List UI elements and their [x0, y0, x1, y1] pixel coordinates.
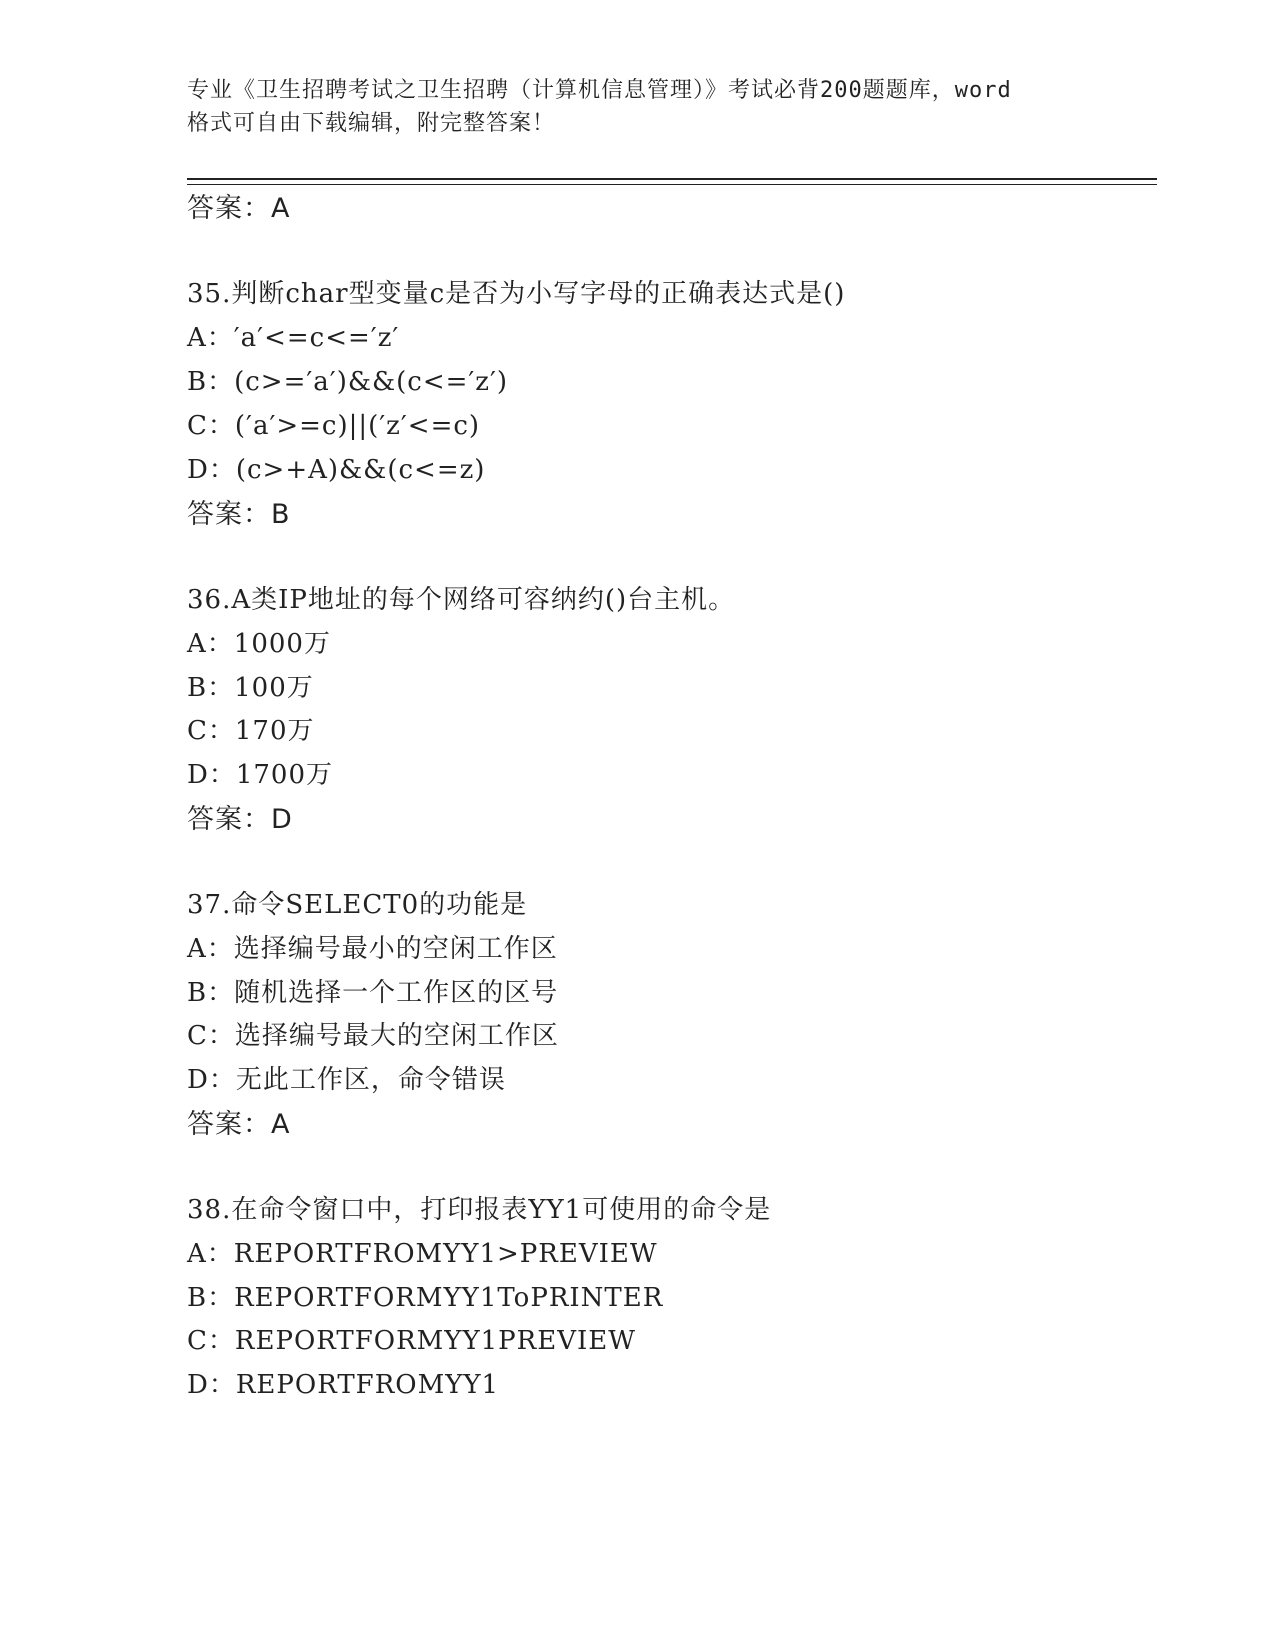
question-37-answer: 答案：A: [187, 1109, 291, 1140]
question-37-option-d: D：无此工作区，命令错误: [187, 1065, 506, 1095]
question-36-answer: 答案：D: [187, 804, 293, 835]
question-36-option-a: A：1000万: [187, 629, 331, 659]
question-38-option-b: B：REPORTFORMYY1ToPRINTER: [187, 1283, 664, 1313]
question-38-option-c: C：REPORTFORMYY1PREVIEW: [187, 1326, 636, 1356]
question-35-answer: 答案：B: [187, 499, 291, 530]
question-36-stem: 36.A类IP地址的每个网络可容纳约()台主机。: [187, 585, 736, 615]
question-36-option-c: C：170万: [187, 716, 315, 746]
question-35-option-c: C：(′a′>=c)||(′z′<=c): [187, 411, 481, 441]
question-38-option-d: D：REPORTFROMYY1: [187, 1370, 500, 1400]
answer-q34: 答案：A: [187, 193, 291, 224]
question-36-option-b: B：100万: [187, 673, 314, 703]
header-line-2: 格式可自由下载编辑，附完整答案！: [187, 111, 556, 136]
question-37-stem: 37.命令SELECT0的功能是: [187, 890, 528, 920]
question-35-option-a: A：′a′<=c<=′z′: [187, 323, 400, 353]
question-37-option-b: B：随机选择一个工作区的区号: [187, 978, 559, 1008]
header-line-1: 专业《卫生招聘考试之卫生招聘（计算机信息管理）》考试必背200题题库，word: [187, 78, 1012, 103]
question-38-stem: 38.在命令窗口中，打印报表YY1可使用的命令是: [187, 1195, 772, 1225]
question-35-option-d: D：(c>+A)&&(c<=z): [187, 455, 486, 485]
question-36-option-d: D：1700万: [187, 760, 334, 790]
question-37-option-a: A：选择编号最小的空闲工作区: [187, 934, 558, 964]
header-divider-thick: [187, 178, 1157, 180]
question-37-option-c: C：选择编号最大的空闲工作区: [187, 1021, 559, 1051]
document-header: [187, 74, 1087, 140]
question-35-stem: 35.判断char型变量c是否为小写字母的正确表达式是(): [187, 279, 846, 309]
header-divider-thin: [187, 184, 1157, 185]
question-38-option-a: A：REPORTFROMYY1>PREVIEW: [187, 1239, 658, 1269]
question-35-option-b: B：(c>=′a′)&&(c<=′z′): [187, 367, 509, 397]
